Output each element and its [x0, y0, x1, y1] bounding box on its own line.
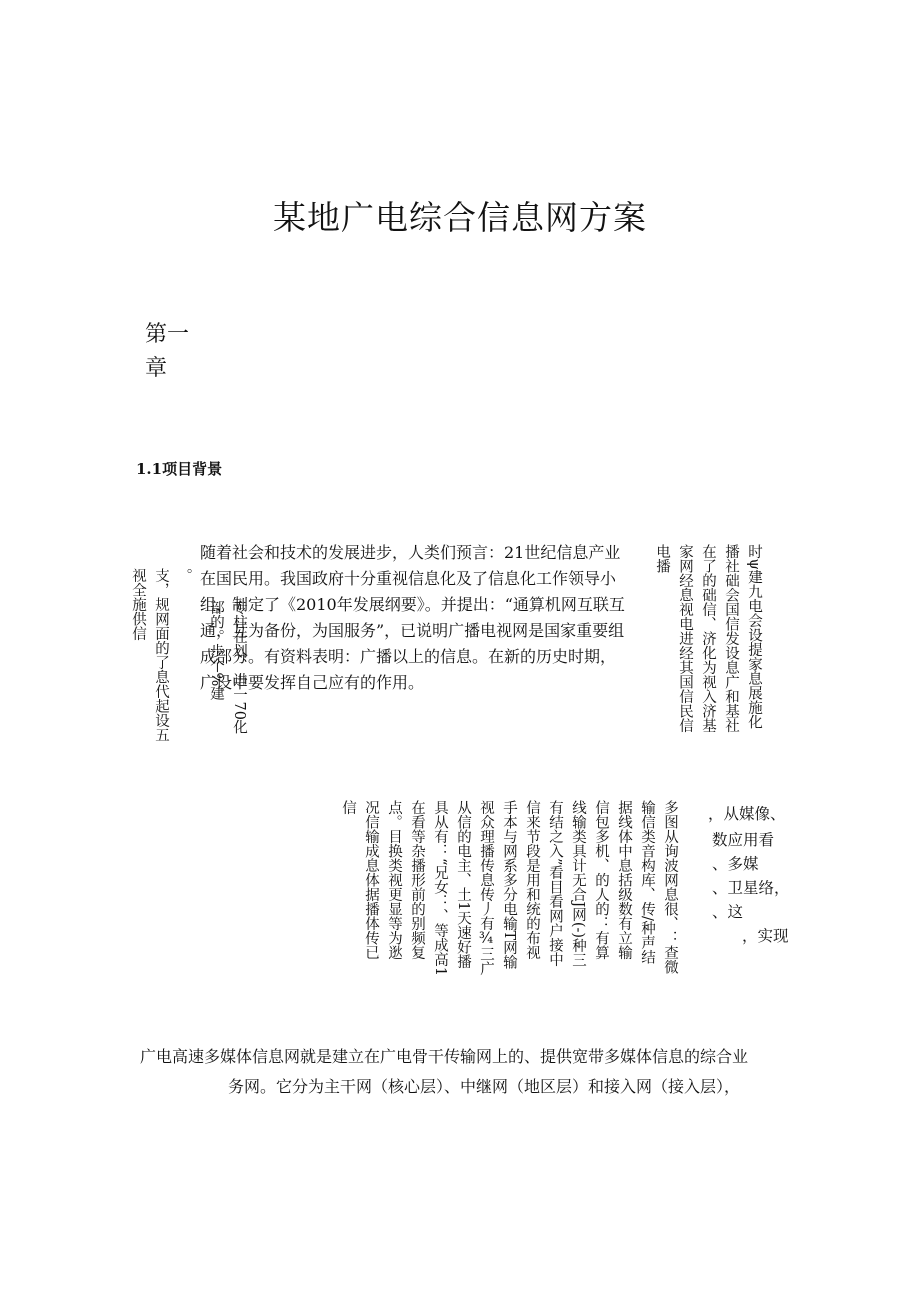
vertical-line: 手本与网系多分电输T网输 — [501, 800, 517, 970]
vertical-line: 输信类音构库、传/种声结 — [639, 800, 655, 965]
text-fragment: 、多媒 — [712, 855, 759, 873]
vertical-line: 在了的础信、济化为视入济基 — [700, 544, 716, 733]
text-fragment: ，从媒像、 — [708, 805, 786, 823]
vertical-line: 。 — [176, 568, 192, 583]
text-fragment: 数应用看 — [712, 831, 775, 849]
paragraph-line-2: 务网。它分为主干网（核心层）、中继网（地区层）和接入网（接入层）， — [228, 1077, 741, 1096]
vertical-text-right — [650, 544, 765, 784]
vertical-line: 视全施供信 — [130, 568, 146, 641]
vertical-line: 时ψ建九电会设提家息展施化 — [746, 544, 762, 730]
vertical-line: 信 — [340, 800, 356, 815]
network-description-paragraph — [140, 1042, 800, 1102]
vertical-line: 部的。步个%建 — [208, 600, 224, 701]
vertical-line: 信来节段是用和统的布视 — [524, 800, 540, 960]
document-title: 某地广电综合信息网方案 — [273, 198, 647, 237]
text-fragment: ，实现 — [742, 927, 789, 945]
chapter-line-1: 第一 — [145, 322, 190, 347]
vertical-line: 家网经息视电进经其国信民信 — [677, 544, 693, 733]
text-fragment: 、这 — [712, 903, 744, 921]
vertical-line: 多图从询波网息很、：查微 — [662, 800, 678, 974]
vertical-line: 具从有：“兄女：、等成高1 — [432, 800, 448, 977]
vertical-line: 在看等杂播形前的别频复 — [409, 800, 425, 960]
vertical-line: 有结之入”看目看网户接中 — [547, 800, 563, 967]
intro-paragraph: 随着社会和技术的发展进步，人类们预言：21世纪信息产业在国民用。我国政府十分重视信息化及了信息化工作领导小组，制定了《2010年发展纲要》。并提出：“通算机网互联互通，互为备份，为国服务”，已说明广播电视网是国家重要组成部分。有资料表明：广播以上的信息。在新的历史时期，广设中要发挥自己应有的作用。 — [200, 543, 625, 692]
chapter-heading — [145, 318, 201, 386]
vertical-line: 从信的电主、土1天速好播 — [455, 800, 471, 969]
vertical-line: 专柱在划、进一70化 — [231, 600, 247, 735]
section-heading: 1.1项目背景 — [136, 460, 223, 478]
vertical-line: 线输类具计无合J网(-)种三 — [570, 800, 586, 968]
vertical-text-middle — [336, 800, 681, 1005]
text-fragment: 、卫星络， — [712, 879, 790, 897]
paragraph-line-1: 广电高速多媒体信息网就是建立在广电骨干传输网上的、提供宽带多媒体信息的综合业 — [140, 1047, 749, 1066]
chapter-line-2: 章 — [145, 356, 168, 381]
vertical-line: 况信输成息体据播体传已 — [363, 800, 379, 960]
vertical-line: 视众理播传息传丿有¾三广 — [478, 800, 494, 976]
vertical-line: 点。目换类视更显等为逖 — [386, 800, 402, 960]
vertical-line: 信包多机、的人的：有算 — [593, 800, 609, 960]
vertical-text-left — [126, 568, 195, 783]
vertical-line: 电播 — [654, 544, 670, 573]
vertical-line: 支，规网面的了息代起设五 — [153, 568, 169, 742]
vertical-line: 据线体中息括级数有立输 — [616, 800, 632, 960]
vertical-line: 播社础会国信发设息广和基社 — [723, 544, 739, 733]
